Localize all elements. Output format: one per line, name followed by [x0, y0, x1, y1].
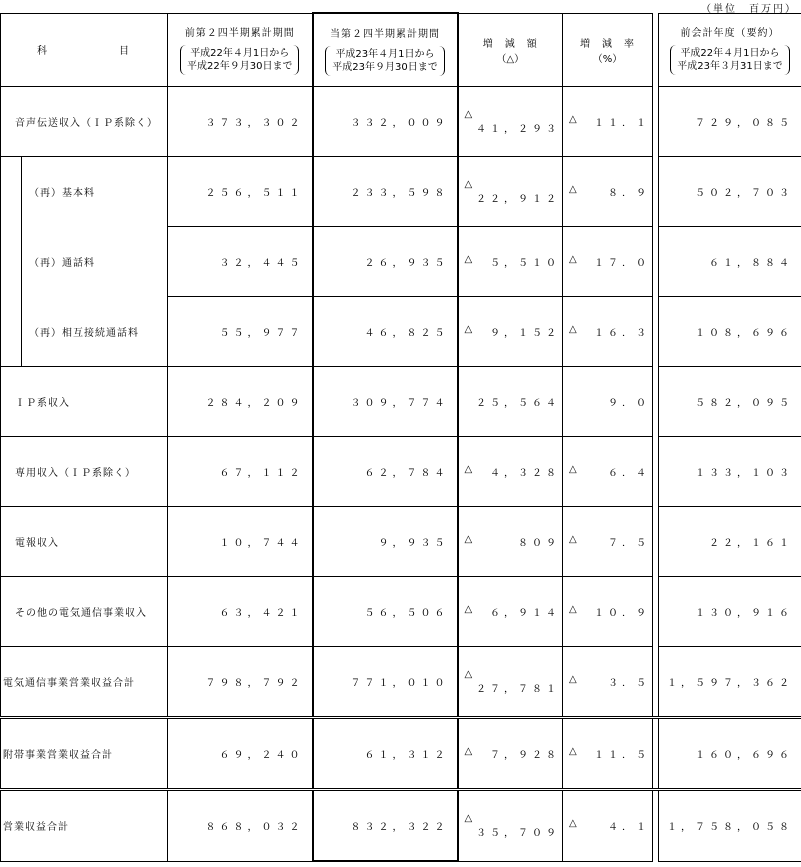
row-label-text: その他の電気通信事業収入 [15, 608, 147, 619]
table-row [1, 790, 801, 862]
rate-value: ３．５ [608, 678, 650, 689]
cell-fiscal-year: ５０２，７０３ [659, 157, 801, 227]
diff-sign: △ [464, 668, 477, 680]
cell-fiscal-year: ５８２，０９５ [659, 367, 801, 437]
diff-value: ２７，７８１ [476, 683, 560, 695]
row-label [1, 227, 168, 297]
header-curr-range [325, 46, 444, 76]
diff-sign: △ [464, 534, 477, 545]
header-diff-sub: （△） [496, 53, 525, 65]
row-label-text: 営業収益合計 [3, 822, 69, 834]
cell-prev: ６９，２４０ [168, 718, 313, 790]
header-rate-title: 増 減 率 [580, 38, 635, 50]
row-label-text: 附帯事業営業収益合計 [3, 750, 113, 761]
header-curr-title: 当第２四半期累計期間 [330, 28, 440, 40]
rate-sign: △ [569, 254, 581, 265]
cell-rate [563, 718, 653, 790]
cell-diff [458, 507, 563, 577]
cell-diff [458, 437, 563, 507]
header-fy-range [670, 45, 789, 75]
rate-sign: △ [569, 604, 581, 615]
cell-diff [458, 718, 563, 790]
row-label [1, 718, 168, 790]
header-diff [458, 13, 563, 87]
rate-sign: △ [569, 114, 581, 125]
diff-value: ７，９２８ [490, 750, 560, 761]
cell-curr: ２６，９３５ [313, 227, 458, 297]
cell-curr: ３３２，００９ [313, 87, 458, 157]
table-row [1, 577, 801, 647]
rate-value: １１．１ [594, 118, 650, 129]
cell-rate [563, 507, 653, 577]
cell-diff [458, 647, 563, 718]
indent-line [21, 157, 22, 227]
diff-value: ４１，２９３ [476, 123, 560, 135]
diff-sign: △ [464, 812, 477, 824]
cell-prev: ５５，９７７ [168, 297, 313, 367]
rate-value: １７．０ [594, 258, 650, 269]
row-label-text: （再）基本料 [29, 188, 95, 200]
header-prev-range [180, 45, 299, 75]
row-label-text: 電報収入 [15, 538, 59, 549]
cell-fiscal-year: ６１，８８４ [659, 227, 801, 297]
cell-curr: ６２，７８４ [313, 437, 458, 507]
diff-value: ６，９１４ [490, 608, 560, 619]
cell-curr: ５６，５０６ [313, 577, 458, 647]
cell-prev: ８６８，０３２ [168, 790, 313, 862]
cell-prev: ６３，４２１ [168, 577, 313, 647]
cell-diff [458, 367, 563, 437]
table-row [1, 87, 801, 157]
header-fy-line1: 平成22年４月1日から [680, 48, 780, 60]
row-label-text: 電気通信事業営業収益合計 [3, 678, 135, 689]
unit-label: （単位 百万円） [701, 4, 797, 15]
header-prev-period [168, 13, 313, 87]
rate-value: ７．５ [608, 538, 650, 549]
header-rate-sub: （%） [592, 53, 623, 65]
row-label [1, 87, 168, 157]
cell-prev: ６７，１１２ [168, 437, 313, 507]
cell-diff [458, 87, 563, 157]
cell-prev: ２８４，２０９ [168, 367, 313, 437]
rate-value: ９．０ [608, 398, 650, 409]
cell-fiscal-year: １６０，６９６ [659, 718, 801, 790]
cell-rate [563, 367, 653, 437]
diff-value: ２２，９１２ [476, 193, 560, 205]
indent-line [21, 297, 22, 367]
table-row [1, 437, 801, 507]
header-prev-line1: 平成22年４月1日から [190, 48, 290, 60]
cell-prev: ３７３，３０２ [168, 87, 313, 157]
diff-value: ４，３２８ [490, 468, 560, 479]
table-row [1, 297, 801, 367]
cell-rate [563, 157, 653, 227]
cell-fiscal-year: １３３，１０３ [659, 437, 801, 507]
header-curr-line1: 平成23年４月1日から [335, 48, 435, 60]
rate-value: ８．９ [608, 188, 650, 199]
diff-sign: △ [464, 108, 477, 120]
cell-prev: ７９８，７９２ [168, 647, 313, 718]
row-label [1, 507, 168, 577]
cell-curr: ３０９，７７４ [313, 367, 458, 437]
row-label [1, 297, 168, 367]
cell-rate [563, 647, 653, 718]
cell-fiscal-year: １３０，９１６ [659, 577, 801, 647]
table-row [1, 507, 801, 577]
cell-curr: ６１，３１２ [313, 718, 458, 790]
diff-value: ５，５１０ [490, 258, 560, 269]
header-row [1, 13, 801, 87]
table-row [1, 718, 801, 790]
diff-sign: △ [464, 178, 477, 190]
rate-sign: △ [569, 464, 581, 475]
cell-prev: １０，７４４ [168, 507, 313, 577]
row-label-text: （再）通話料 [29, 258, 95, 269]
rate-sign: △ [569, 324, 581, 335]
row-label-text: （再）相互接続通話料 [29, 327, 139, 339]
header-curr-period [313, 13, 458, 87]
cell-diff [458, 577, 563, 647]
header-subject [1, 13, 168, 87]
rate-sign: △ [569, 818, 581, 830]
cell-curr: ８３２，３２２ [313, 790, 458, 862]
diff-sign: △ [464, 746, 477, 757]
rate-value: １０．９ [594, 608, 650, 619]
rate-sign: △ [569, 746, 581, 757]
cell-rate [563, 577, 653, 647]
cell-diff [458, 790, 563, 862]
revenue-table [0, 12, 801, 862]
row-label [1, 367, 168, 437]
cell-diff [458, 297, 563, 367]
table-row [1, 367, 801, 437]
header-prev-title: 前第２四半期累計期間 [184, 28, 295, 40]
row-label [1, 157, 168, 227]
cell-rate [563, 790, 653, 862]
cell-fiscal-year: １，５９７，３６２ [659, 647, 801, 718]
diff-value: ３５，７０９ [476, 827, 560, 839]
cell-rate [563, 297, 653, 367]
table-row [1, 227, 801, 297]
cell-diff [458, 157, 563, 227]
header-diff-title: 増 減 額 [482, 38, 538, 50]
header-rate [563, 13, 653, 87]
diff-sign: △ [464, 464, 477, 475]
indent-line [21, 227, 22, 297]
table-row [1, 157, 801, 227]
row-label-text: 専用収入（ＩＰ系除く） [15, 468, 136, 479]
rate-sign: △ [569, 184, 581, 195]
rate-value: ６．４ [608, 468, 650, 479]
row-label [1, 577, 168, 647]
cell-fiscal-year: ７２９，０８５ [659, 87, 801, 157]
diff-value: ２５，５６４ [476, 398, 560, 409]
header-fy-title: 前会計年度（要約） [680, 28, 780, 40]
cell-diff [458, 227, 563, 297]
header-prev-line2: 平成22年９月30日まで [187, 61, 293, 73]
cell-curr: ７７１，０１０ [313, 647, 458, 718]
cell-curr: ４６，８２５ [313, 297, 458, 367]
cell-prev: ２５６，５１１ [168, 157, 313, 227]
rate-value: ４．１ [608, 822, 650, 834]
diff-value: ９，１５２ [490, 328, 560, 339]
row-label-text: ＩＰ系収入 [15, 398, 70, 409]
header-fy-line2: 平成23年３月31日まで [677, 61, 783, 73]
row-label-text: 音声伝送収入（ＩＰ系除く） [15, 118, 158, 129]
header-fiscal-year [659, 13, 801, 87]
cell-rate [563, 437, 653, 507]
header-curr-line2: 平成23年９月30日まで [332, 61, 438, 73]
cell-prev: ３２，４４５ [168, 227, 313, 297]
diff-sign: △ [464, 254, 477, 265]
diff-value: ８０９ [518, 538, 560, 549]
cell-rate [563, 87, 653, 157]
rate-sign: △ [569, 534, 581, 545]
diff-sign: △ [464, 604, 477, 615]
header-subject-part1: 科 [37, 46, 49, 58]
cell-fiscal-year: ２２，１６１ [659, 507, 801, 577]
diff-sign: △ [464, 324, 477, 335]
row-label [1, 790, 168, 862]
cell-fiscal-year: １０８，６９６ [659, 297, 801, 367]
cell-fiscal-year: １，７５８，０５８ [659, 790, 801, 862]
cell-curr: ２３３，５９８ [313, 157, 458, 227]
cell-curr: ９，９３５ [313, 507, 458, 577]
rate-value: １１．５ [594, 750, 650, 761]
header-subject-part2: 目 [119, 46, 131, 58]
row-label [1, 437, 168, 507]
cell-rate [563, 227, 653, 297]
table-row [1, 647, 801, 718]
rate-value: １６．３ [594, 328, 650, 339]
row-label [1, 647, 168, 718]
rate-sign: △ [569, 674, 581, 685]
